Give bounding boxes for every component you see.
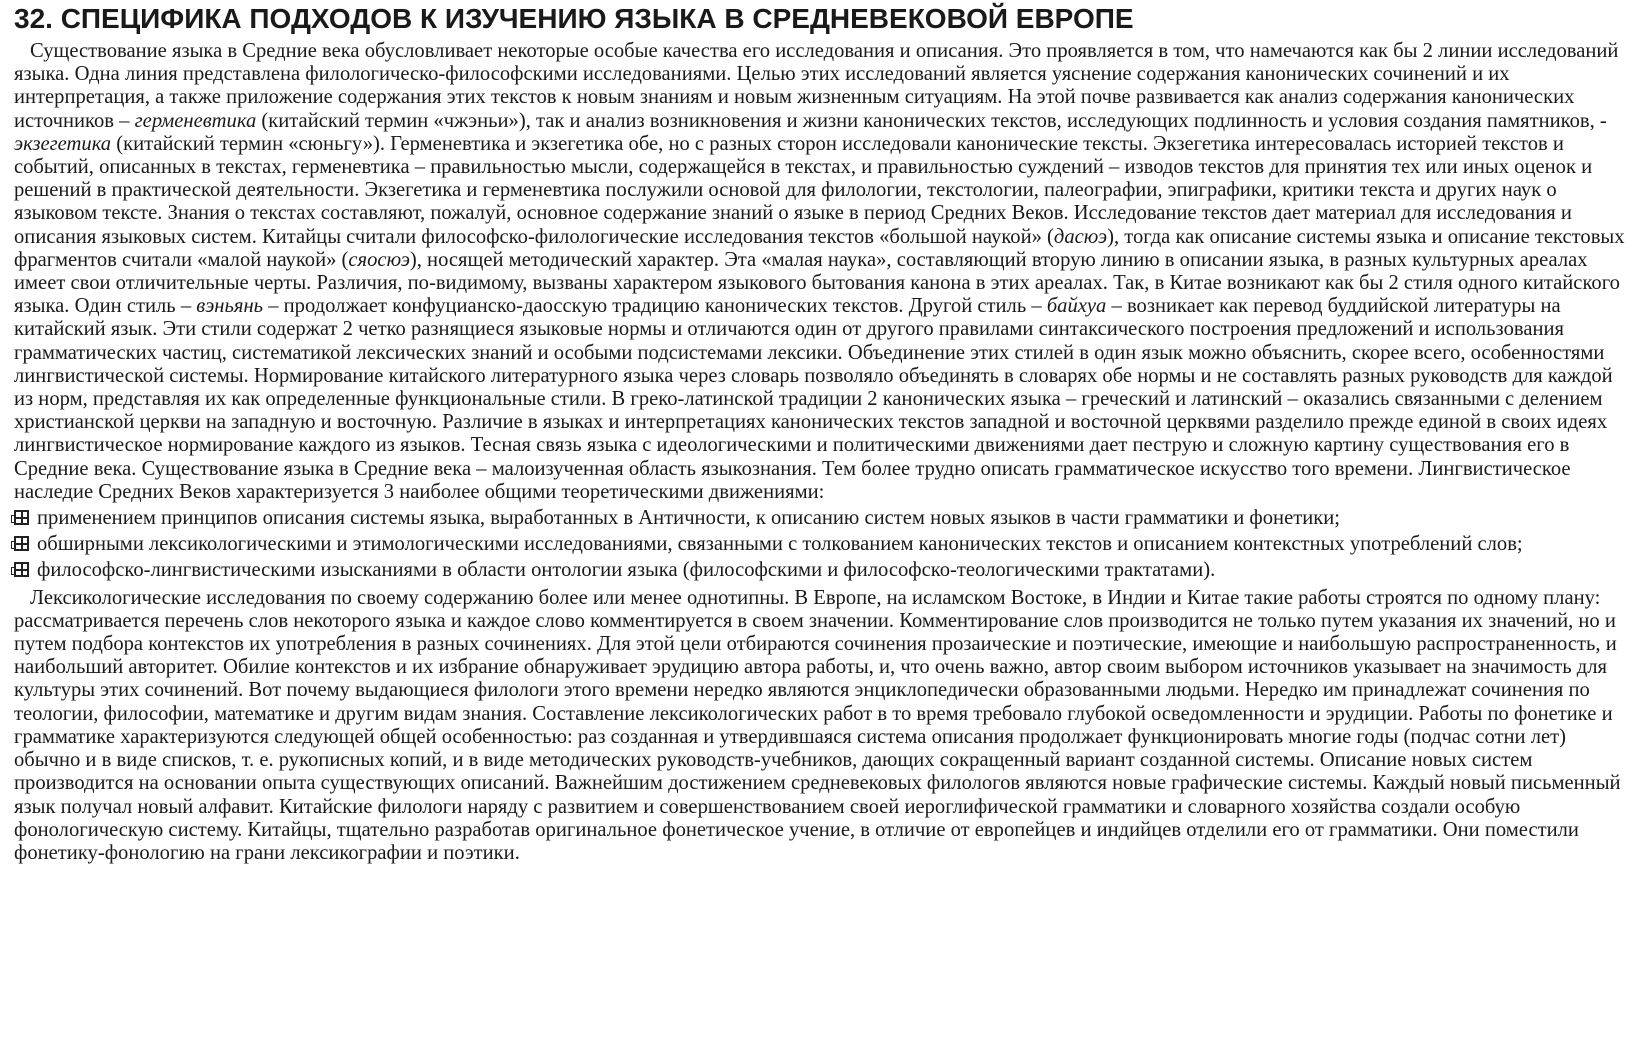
bullet-text: философско-лингвистическими изысканиями в области онтологии языка (философскими и философско-теологическими трактатами).: [37, 559, 1216, 582]
term-dasyue: дасюэ: [1053, 225, 1108, 248]
term-hermeneutics: герменевтика: [134, 109, 257, 132]
text-run: (китайский термин «чжэньи»), так и анализ возникновения и жизни канонических текстов, исследующих подлинность и условия создания памятников, -: [256, 109, 1607, 132]
bullet-item: [14, 559, 1636, 582]
bullet-text: применением принципов описания системы языка, выработанных в Античности, к описанию систем новых языков в части грамматики и фонетики;: [37, 507, 1340, 530]
paragraph-intro: [14, 40, 1636, 504]
text-run: Существование языка в Средние века обусловливает некоторые особые качества его исследования и описания. Это проявляется в том, что намечаются как бы 2 линии исследований языка. Одна линия представлена филологическо-философскими исследованиями. Целью этих исследований является уяснение содержания канонических сочинений и их интерпретация, а также приложение содержания этих текстов к новым знаниям и новым жизненным ситуациям. На этой почве развивается как анализ содержания канонических источников –: [14, 40, 1619, 132]
bullet-icon: [14, 562, 29, 577]
bullet-text: обширными лексикологическими и этимологическими исследованиями, связанными с толкованием канонических текстов и описанием контекстных употреблений слов;: [37, 533, 1523, 556]
term-exegetics: экзегетика: [14, 132, 112, 155]
bullet-item: [14, 507, 1636, 530]
term-syaosyue: сяосюэ: [348, 248, 410, 271]
document-page: [14, 2, 1636, 865]
bullet-icon: [14, 510, 29, 525]
text-run: (китайский термин «сюньгу»). Герменевтика и экзегетика обе, но с разных сторон исследовали канонические тексты. Экзегетика интересовалась историей текстов и событий, описанных в текстах, герменевтика – правильностью мысли, содержащейся в текстах, и правильностью суждений – изводов текстов для принятия тех или иных оценок и решений в практической деятельности. Экзегетика и герменевтика послужили основой для филологии, текстологии, палеографии, эпиграфики, критики текста и других наук о языковом тексте. Знания о текстах составляют, пожалуй, основное содержание знаний о языке в период Средних Веков. Исследование текстов дает материал для исследования и описания языковых систем. Китайцы считали философско-филологические исследования текстов «большой наукой» (: [14, 132, 1593, 248]
text-run: ), носящей методический характер. Эта «малая наука», составляющий вторую линию в описании языка, в разных культурных ареалах имеет свои отличительные черты. Различия, по-видимому, вызваны характером языкового бытования канона в этих ареалах. Так, в Китае возникают как бы 2 стиля одного китайского языка. Один стиль –: [14, 248, 1620, 318]
term-baihua: байхуа: [1046, 295, 1107, 318]
paragraph-lexicology: Лексикологические исследования по своему содержанию более или менее однотипны. В Европе, на исламском Востоке, в Индии и Китае такие работы строятся по одному плану: рассматривается перечень слов некоторого языка и каждое слово комментируется в своем значении. Комментирование слов производится не только путем указания их значений, но и путем подбора контекстов их употребления в разных сочинениях. Для этой цели отбираются сочинения прозаические и поэтические, имеющие и наибольшую распространенность, и наибольший авторитет. Обилие контекстов и их избрание обнаруживает эрудицию автора работы, и, что очень важно, автор своим выбором источников указывает на значимость для культуры этих сочинений. Вот почему выдающиеся филологи этого времени нередко являются энциклопедически образованными людьми. Нередко им принадлежат сочинения по теологии, философии, математике и другим видам знания. Составление лексикологических работ в то время требовало глубокой осведомленности и эрудиции. Работы по фонетике и грамматике характеризуются следующей общей особенностью: раз созданная и утвердившаяся система описания продолжает функционировать многие годы (подчас сотни лет) обычно и в виде списков, т. е. рукописных копий, и в виде методических руководств-учебников, дающих сокращенный вариант созданной системы. Описание новых систем производится на основании опыта существующих описаний. Важнейшим достижением средневековых филологов являются новые графические системы. Каждый новый письменный язык получал новый алфавит. Китайские филологи наряду с развитием и совершенствованием своей иероглифической грамматики и словарного хозяйства создали особую фонологическую систему. Китайцы, тщательно разработав оригинальное фонетическое учение, в отличие от европейцев и индийцев отделили его от грамматики. Они поместили фонетику-фонологию на грани лексикографии и поэтики.: [14, 586, 1621, 864]
text-run: ), тогда как описание системы языка и описание текстовых фрагментов считали «малой наукой» (: [14, 225, 1625, 271]
page-title: 32. СПЕЦИФИКА ПОДХОДОВ К ИЗУЧЕНИЮ ЯЗЫКА В СРЕДНЕВЕКОВОЙ ЕВРОПЕ: [14, 3, 1134, 34]
bullet-icon: [14, 536, 29, 551]
text-run: – продолжает конфуцианско-даосскую традицию канонических текстов. Другой стиль –: [263, 295, 1047, 318]
term-wenyan: вэньянь: [196, 295, 264, 318]
bullet-item: [14, 533, 1636, 556]
text-run: – возникает как перевод буддийской литературы на китайский язык. Эти стили содержат 2 четко разнящиеся языковые нормы и отличаются один от другого правилами синтаксического построения предложений и использования грамматических частиц, систематикой лексических знаний и особыми подсистемами лексики. Объединение этих стилей в один язык можно объяснить, скорее всего, особенностями лингвистической системы. Нормирование китайского литературного языка через словарь позволяло объединять в словарях обе нормы и не составлять разных руководств для каждой из норм, представляя их как определенные функциональные стили. В греко-латинской традиции 2 канонических языка – греческий и латинский – оказались связанными с делением христианской церкви на западную и восточную. Различие в языках и интерпретациях канонических текстов западной и восточной церквями разделило прежде единой в своих идеях лингвистическое нормирование каждого из языков. Тесная связь языка с идеологическими и политическими движениями дает пеструю и сложную картину существования его в Средние века. Существование языка в Средние века – малоизученная область языкознания. Тем более трудно описать грамматическое искусство того времени. Лингвистическое наследие Средних Веков характеризуется 3 наиболее общими теоретическими движениями:: [14, 295, 1613, 503]
